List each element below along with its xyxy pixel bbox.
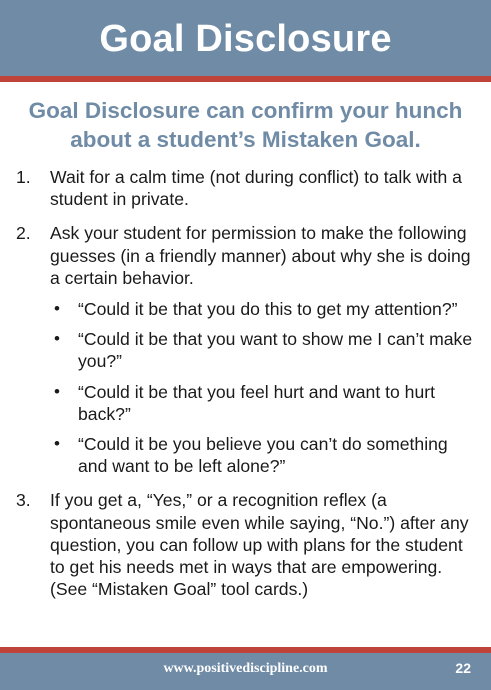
step-text: If you get a, “Yes,” or a recognition reflex (a spontaneous smile even while saying, “No.”) after any question, you can follow up with plans for the student to get his needs met in ways that are empowering. (See “Mistaken Goal” tool cards.) xyxy=(50,490,469,600)
card-title: Goal Disclosure xyxy=(99,18,392,60)
bullet-dot-icon: • xyxy=(54,381,60,401)
bullet-dot-icon: • xyxy=(54,299,60,319)
step-3 xyxy=(0,489,491,600)
guess-text: “Could it be you believe you can’t do something and want to be left alone?” xyxy=(78,434,448,477)
guess-text: “Could it be that you want to show me I can’t make you?” xyxy=(78,329,473,372)
footer-url: www.positivediscipline.com xyxy=(163,661,328,676)
step-number: 1. xyxy=(16,167,31,187)
step-text: Wait for a calm time (not during conflict) to talk with a student in private. xyxy=(50,167,462,210)
steps-list xyxy=(0,166,491,600)
guess-item xyxy=(50,328,477,372)
bullet-dot-icon: • xyxy=(54,434,60,454)
page-number: 22 xyxy=(455,660,471,676)
guess-item xyxy=(50,381,477,425)
guess-item xyxy=(50,298,477,320)
step-2 xyxy=(0,222,491,477)
guess-item xyxy=(50,433,477,477)
header-divider xyxy=(0,76,491,82)
step-number: 3. xyxy=(16,490,31,511)
footer-band xyxy=(0,653,491,690)
step-text: Ask your student for permission to make the following guesses (in a friendly manner) about why she is doing a certain behavior. xyxy=(50,223,471,288)
guess-list xyxy=(50,298,477,477)
step-1 xyxy=(0,166,491,210)
step-number: 2. xyxy=(16,223,31,244)
card-subtitle: Goal Disclosure can confirm your hunch about a student’s Mistaken Goal. xyxy=(28,98,463,152)
bullet-dot-icon: • xyxy=(54,329,60,349)
guess-text: “Could it be that you feel hurt and want to hurt back?” xyxy=(78,381,435,424)
guess-text: “Could it be that you do this to get my attention?” xyxy=(78,299,458,320)
